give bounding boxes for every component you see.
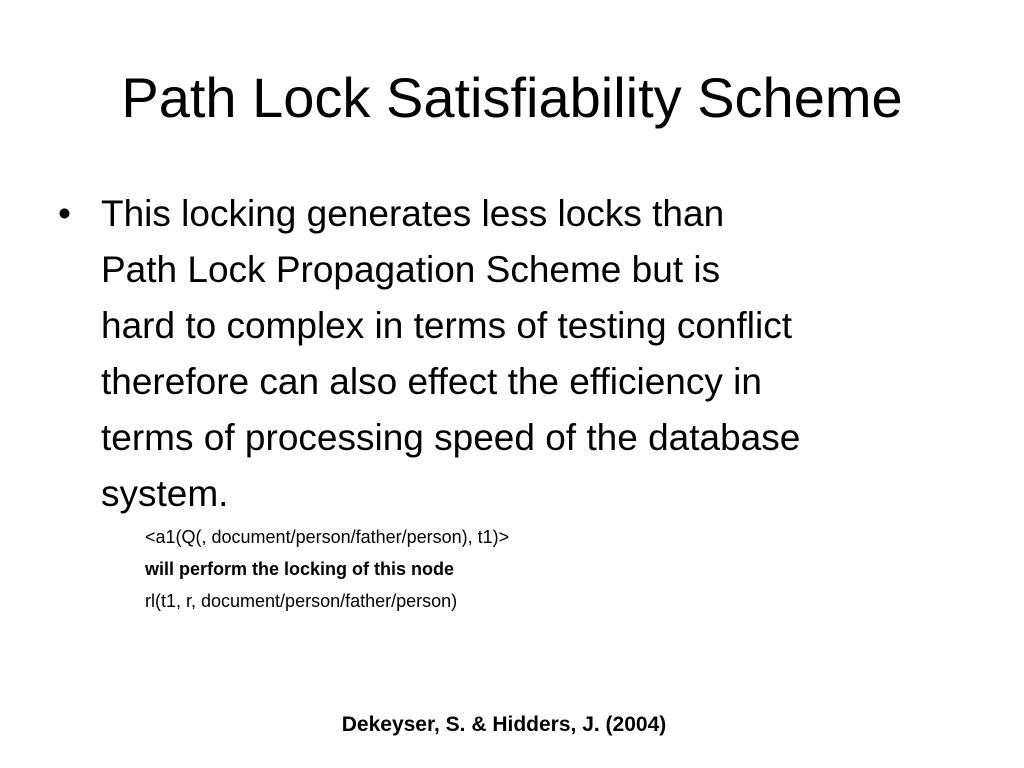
bullet-text-line: therefore can also effect the efficiency in: [101, 361, 762, 402]
bullet-text: [101, 186, 988, 522]
citation: Dekeyser, S. & Hidders, J. (2004): [341, 713, 667, 736]
sub-line-emphasis: will perform the locking of this node: [145, 559, 455, 579]
bullet-text-line: system.: [101, 473, 229, 514]
bullet-text-line: Path Lock Propagation Scheme but is: [101, 249, 721, 290]
bullet-text-line: terms of processing speed of the database: [101, 417, 801, 458]
sub-line-lock: rl(t1, r, document/person/father/person): [145, 591, 458, 611]
bullet-text-line: hard to complex in terms of testing conflict: [101, 305, 792, 346]
slide-title: Path Lock Satisfiability Scheme: [121, 66, 903, 129]
sub-line-expression: <a1(Q(, document/person/father/person), t1)>: [145, 527, 510, 547]
sub-lines: [145, 521, 509, 617]
bullet-item: [58, 186, 988, 522]
bullet-text-line: This locking generates less locks than: [101, 193, 725, 234]
bullet-dot: •: [58, 193, 71, 234]
